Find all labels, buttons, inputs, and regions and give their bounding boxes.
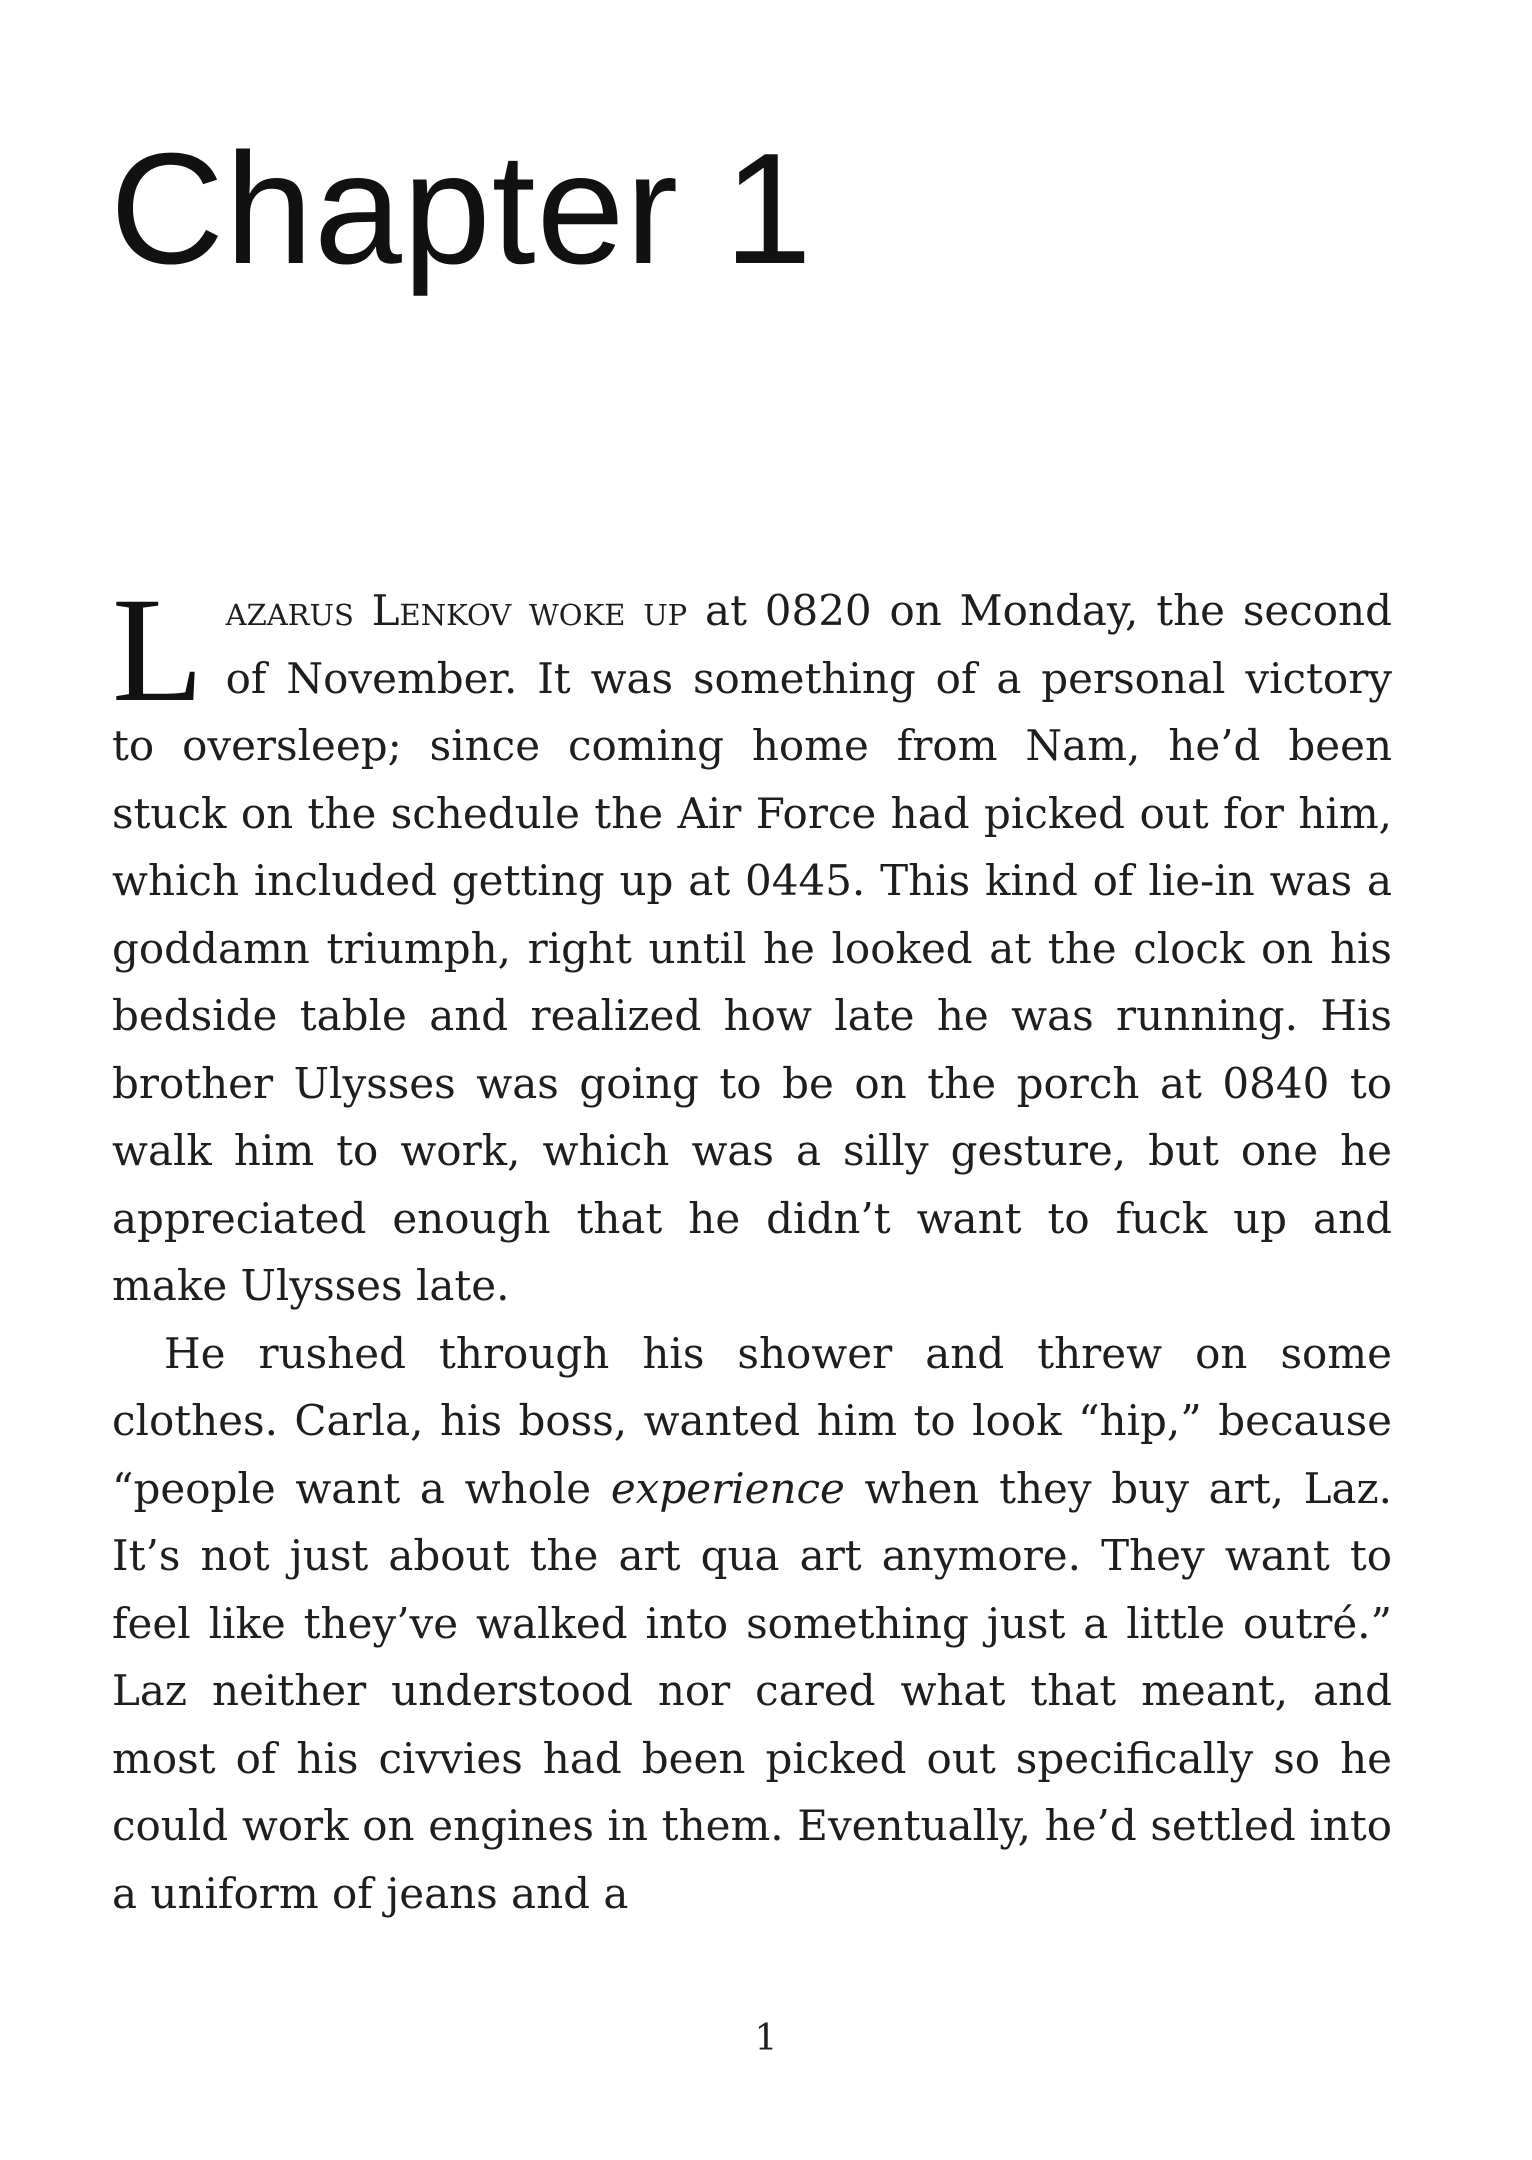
paragraph-2: [112, 1320, 1392, 1928]
paragraph-1: [112, 567, 1392, 1320]
lead-in-small-caps: azarus Lenkov woke up: [225, 586, 688, 635]
paragraph-2-text-start: He rushed through his shower and threw on some clothes. Carla, his boss, wanted him to look “hip,” because “people want a whole: [112, 1328, 1392, 1513]
emphasized-word: experience: [610, 1463, 845, 1513]
drop-cap: L: [112, 567, 204, 733]
chapter-title: Chapter 1: [110, 121, 813, 297]
chapter-body: [112, 567, 1393, 1927]
page-number: 1: [754, 2018, 778, 2059]
paragraph-1-text: at 0820 on Monday, the second of November. It was something of a personal victory to oversleep; since coming home from Nam, he’d been stuck on the schedule the Air Force had picked out for him, which included getting up at 0445. This kind of lie-in was a goddamn triumph, right until he looked at the clock on his bedside table and realized how late he was running. His brother Ulysses was going to be on the porch at 0840 to walk him to work, which was a silly gesture, but one he appreciated enough that he didn’t want to fuck up and make Ulysses late.: [112, 586, 1392, 1310]
paragraph-2-text-end: when they buy art, Laz. It’s not just about the art qua art anymore. They want to feel like they’ve walked into something just a little outré.” Laz neither understood nor cared what that meant, and most of his civvies had been picked out specifically so he could work on engines in them. Eventually, he’d settled into a uniform of jeans and a: [112, 1463, 1393, 1918]
